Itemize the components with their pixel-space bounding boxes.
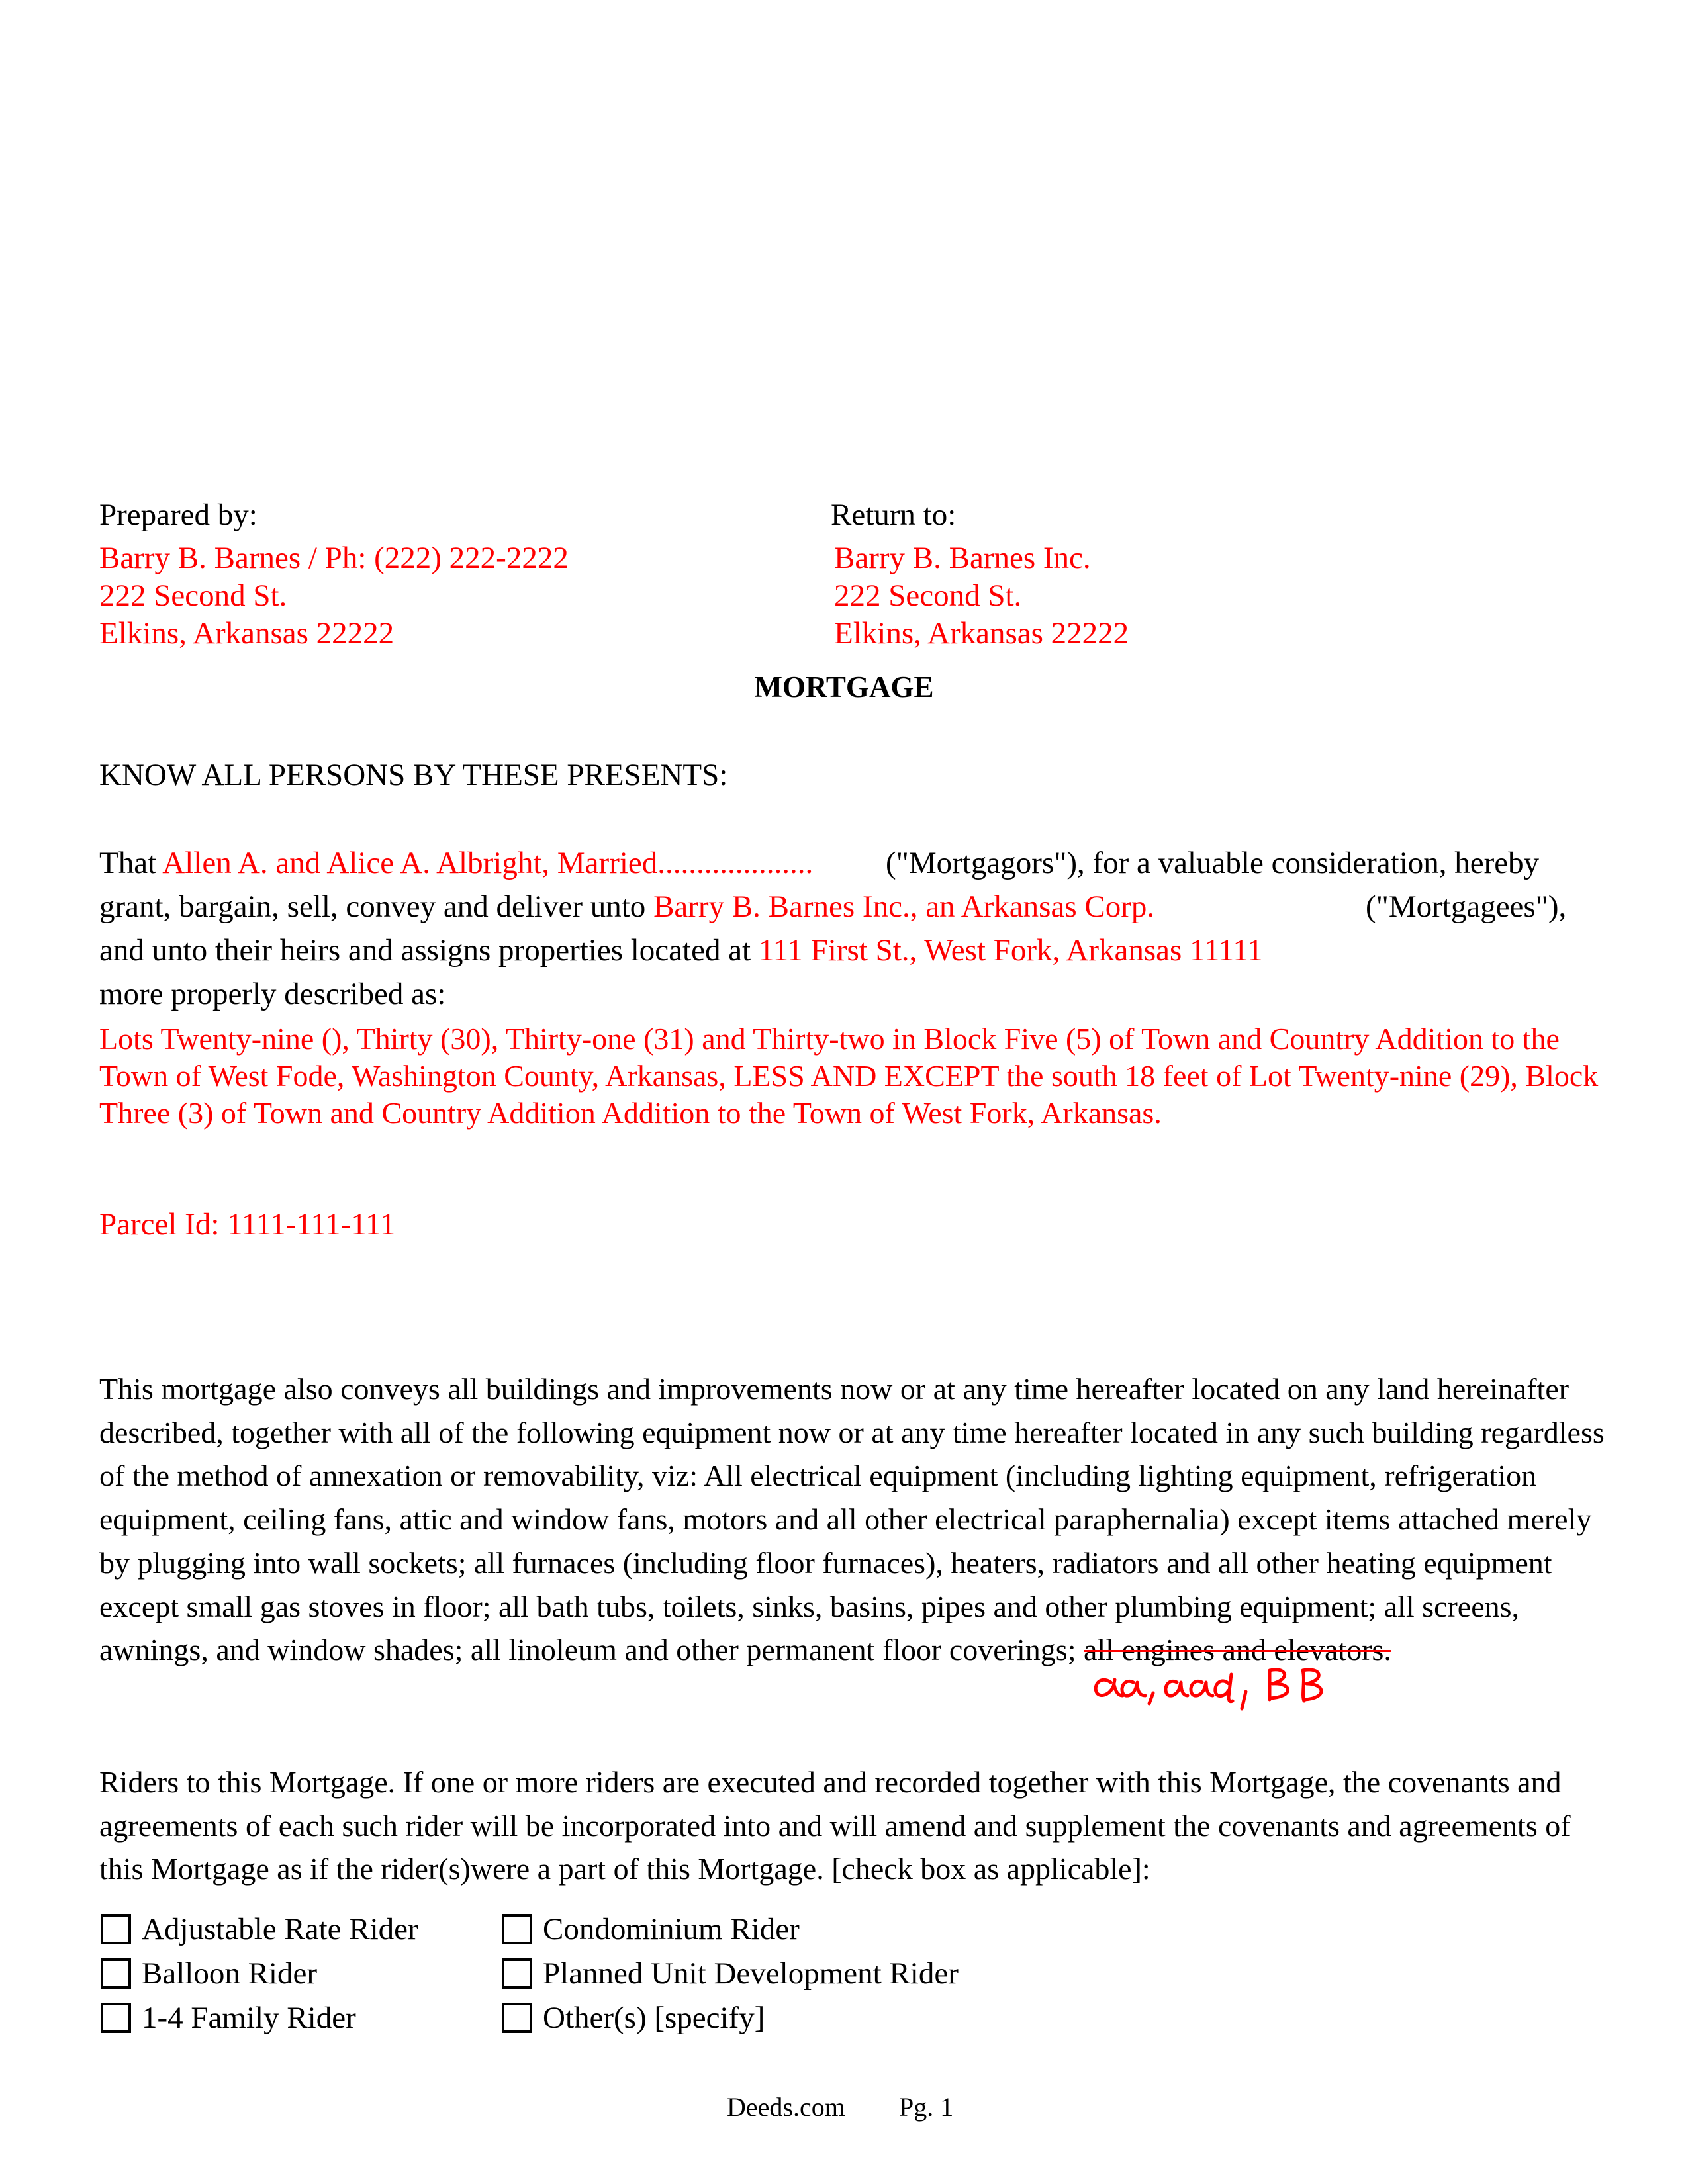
legal-description: Lots Twenty-nine (), Thirty (30), Thirty-one (31) and Thirty-two in Block Five (5) of Town and Country Addition to the Town of West Fode, Washington County, Arkansas, LESS AND EXCEPT the south 18 feet of Lot Twenty-nine (29), Block Three (3) of Town and Country Addition Addition to the Town of West Fork, Arkansas. (99, 1022, 1599, 1130)
prepared-by-line: Elkins, Arkansas 22222 (99, 616, 395, 651)
page-number: Pg. 1 (899, 2092, 954, 2122)
heirs-text: and unto their heirs and assigns properties located at (99, 933, 759, 968)
conveys-paragraph (99, 1367, 1622, 1672)
prepared-by-label: Prepared by: (99, 498, 258, 532)
know-all-heading: KNOW ALL PERSONS BY THESE PRESENTS: (99, 758, 728, 792)
checkbox[interactable] (101, 1914, 131, 1944)
checkbox[interactable] (101, 1958, 131, 1989)
parties-line-3 (99, 932, 1263, 970)
parties-line-1 (99, 844, 813, 882)
rider-label: Other(s) [specify] (543, 2001, 765, 2035)
checkbox[interactable] (502, 2003, 532, 2033)
prepared-by-line: Barry B. Barnes / Ph: (222) 222-2222 (99, 541, 569, 575)
rider-label: Balloon Rider (142, 1956, 317, 1991)
mortgagors-names: Allen A. and Alice A. Albright, Married.................... (162, 846, 814, 880)
return-to-line: Barry B. Barnes Inc. (834, 541, 1091, 575)
rider-label: Condominium Rider (543, 1912, 800, 1946)
parties-line-2 (99, 888, 1154, 926)
return-to-line: Elkins, Arkansas 22222 (834, 616, 1129, 651)
checkbox[interactable] (101, 2003, 131, 2033)
mortgagee-name: Barry B. Barnes Inc., an Arkansas Corp. (653, 889, 1155, 924)
struck-text: all engines and elevators. (1083, 1633, 1391, 1667)
property-address: 111 First St., West Fork, Arkansas 11111 (758, 933, 1263, 968)
prepared-by-line: 222 Second St. (99, 578, 287, 613)
footer-site: Deeds.com (727, 2092, 845, 2122)
that-text: That (99, 846, 163, 880)
grant-text: grant, bargain, sell, convey and deliver unto (99, 889, 654, 924)
mortgagors-label: ("Mortgagors"), for a valuable consideration, hereby (886, 846, 1540, 880)
rider-1-4-family[interactable] (101, 1998, 356, 2038)
return-to-line: 222 Second St. (834, 578, 1022, 613)
rider-planned-unit-development[interactable] (502, 1954, 959, 1993)
mortgagees-label: ("Mortgagees"), (1366, 889, 1567, 924)
checkbox[interactable] (502, 1958, 532, 1989)
parcel-id: Parcel Id: 1111-111-111 (99, 1207, 396, 1242)
rider-balloon[interactable] (101, 1954, 317, 1993)
rider-condominium[interactable] (502, 1909, 800, 1949)
rider-adjustable-rate[interactable] (101, 1909, 418, 1949)
return-to-label: Return to: (831, 498, 957, 532)
conveys-text: This mortgage also conveys all buildings and improvements now or at any time hereafter located on any land hereinafter described, together with all of the following equipment now or at any time hereafter located in any such building regardless of the method of annexation or removability, viz: All electrical equipment (including lighting equipment, refrigeration equipment, ceiling fans, attic and window fans, motors and all other electrical paraphernalia) except items attached merely by plugging into wall sockets; all furnaces (including floor furnaces), heaters, radiators and all other heating equipment except small gas stoves in floor; all bath tubs, toilets, sinks, basins, pipes and other plumbing equipment; all screens, awnings, and window shades; all linoleum and other permanent floor coverings; (99, 1372, 1605, 1667)
checkbox[interactable] (502, 1914, 532, 1944)
document-title: MORTGAGE (754, 670, 934, 704)
prepared-by-address (99, 539, 569, 653)
rider-label: Adjustable Rate Rider (142, 1912, 418, 1946)
described-as-text: more properly described as: (99, 977, 446, 1011)
rider-other[interactable] (502, 1998, 765, 2038)
riders-paragraph: Riders to this Mortgage. If one or more riders are executed and recorded together with this Mortgage, the covenants and agreements of each such rider will be incorporated into and will amend and supplement the covenants and agreements of this Mortgage as if the rider(s)were a part of this Mortgage. [check box as applicable]: (99, 1765, 1571, 1886)
rider-label: 1-4 Family Rider (142, 2001, 356, 2035)
rider-label: Planned Unit Development Rider (543, 1956, 959, 1991)
return-to-address (834, 539, 1129, 653)
handwritten-initials (1092, 1655, 1370, 1727)
